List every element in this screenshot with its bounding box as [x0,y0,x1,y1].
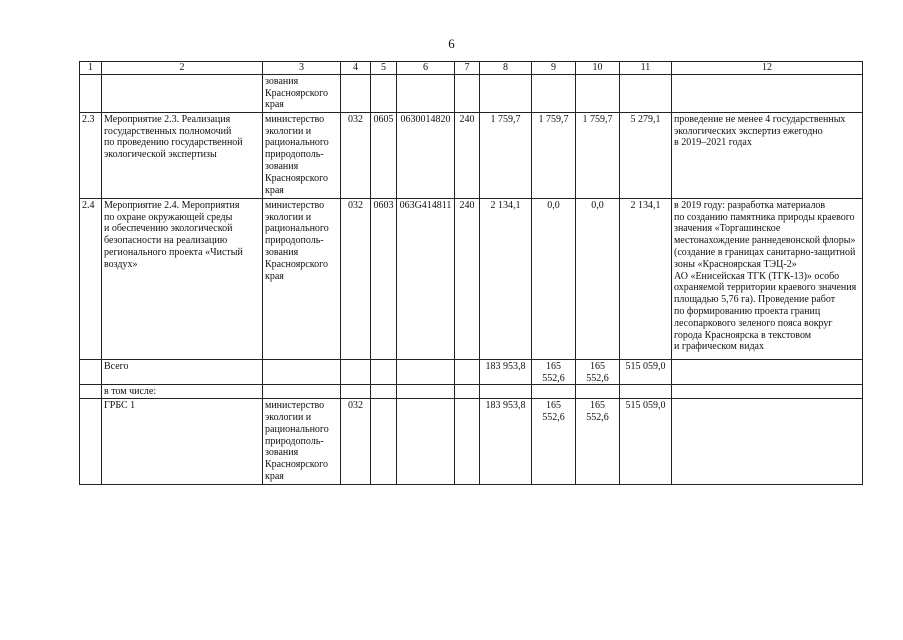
grbs-label: ГРБС 1 [102,399,263,485]
including-row [80,385,863,399]
rzpr-code: 0603 [371,198,397,359]
value-total: 2 134,1 [620,198,672,359]
vr-code: 240 [455,198,480,359]
total-row [80,359,863,385]
value-2020: 165 552,6 [532,399,576,485]
header-cell: 1 [80,62,102,75]
table-row [80,198,863,359]
total-label: Всего [102,359,263,385]
grbs-code: 032 [341,112,371,198]
value-2020: 165 552,6 [532,359,576,385]
value-2019: 183 953,8 [480,399,532,485]
header-cell: 11 [620,62,672,75]
executor-cell: министерство экологии и рационального природополь- зования Красноярского края [263,399,341,485]
budget-table [79,61,863,485]
page-number: 6 [448,36,455,51]
value-2021: 1 759,7 [576,112,620,198]
executor-cell: министерство экологии и рационального природополь- зования Красноярского края [263,198,341,359]
value-2021: 165 552,6 [576,359,620,385]
header-cell: 3 [263,62,341,75]
measure-name: Мероприятие 2.3. Реализация государственных полномочий по проведению государственной экологической экспертизы [102,112,263,198]
vr-code: 240 [455,112,480,198]
value-2019: 1 759,7 [480,112,532,198]
header-cell: 10 [576,62,620,75]
value-2021: 165 552,6 [576,399,620,485]
including-label: в том числе: [102,385,263,399]
measure-name: Мероприятие 2.4. Мероприятия по охране окружающей среды и обеспечению экологической безопасности на реализацию регионального проекта «Чистый воздух» [102,198,263,359]
value-total: 515 059,0 [620,399,672,485]
grbs-code: 032 [341,399,371,485]
csr-code: 0630014820 [397,112,455,198]
grbs-row [80,399,863,485]
value-2020: 1 759,7 [532,112,576,198]
table-header-row [80,62,863,75]
grbs-code: 032 [341,198,371,359]
header-cell: 4 [341,62,371,75]
expected-result: в 2019 году: разработка материалов по созданию памятника природы краевого значения «Торгашинское местонахождение раннедевонской флоры» (создание в границах санитарно-защитной зоны «Красноярская ТЭЦ-2» АО «Енисейская ТГК (ТГК-13)» особо охраняемой территории краевого значения площадью 5,76 га). Проведение работ по формированию проекта границ лесопаркового зеленого пояса вокруг города Красноярска в текстовом и графическом видах [672,198,863,359]
header-cell: 6 [397,62,455,75]
row-number: 2.4 [80,198,102,359]
rzpr-code: 0605 [371,112,397,198]
csr-code: 063G414811 [397,198,455,359]
value-2021: 0,0 [576,198,620,359]
table-row [80,112,863,198]
header-cell: 8 [480,62,532,75]
value-total: 5 279,1 [620,112,672,198]
header-cell: 9 [532,62,576,75]
executor-cell: министерство экологии и рационального природополь- зования Красноярского края [263,112,341,198]
header-cell: 12 [672,62,863,75]
expected-result: проведение не менее 4 государственных экологических экспертиз ежегодно в 2019–2021 годах [672,112,863,198]
header-cell: 2 [102,62,263,75]
header-cell: 5 [371,62,397,75]
row-number: 2.3 [80,112,102,198]
value-total: 515 059,0 [620,359,672,385]
value-2020: 0,0 [532,198,576,359]
value-2019: 183 953,8 [480,359,532,385]
continuation-row [80,74,863,112]
executor-cell: зования Красноярского края [263,74,341,112]
value-2019: 2 134,1 [480,198,532,359]
header-cell: 7 [455,62,480,75]
